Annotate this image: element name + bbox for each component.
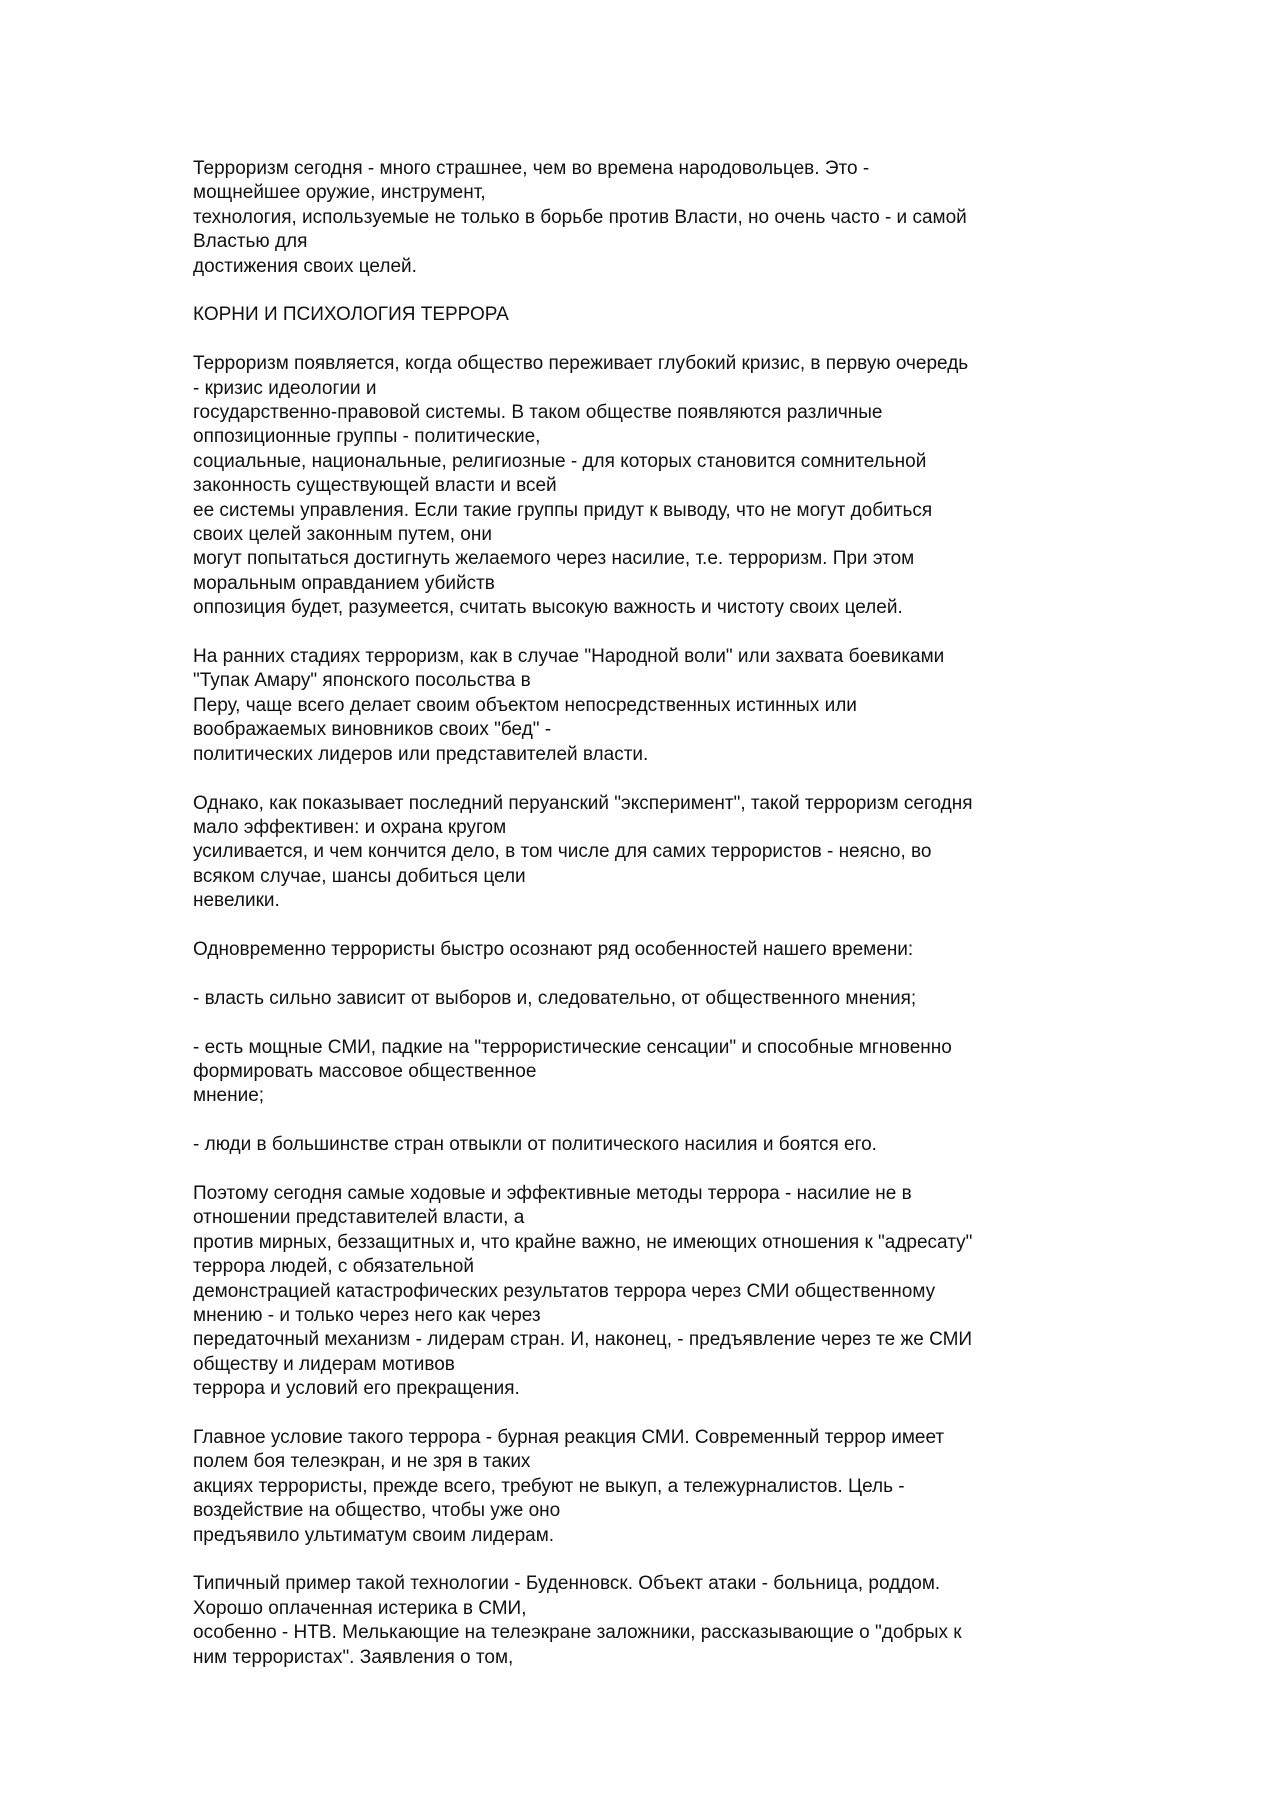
text-line: воображаемых виновников своих "бед" -: [193, 719, 552, 741]
text-line: мощнейшее оружие, инструмент,: [193, 182, 486, 204]
document-page: [193, 157, 1093, 1694]
text-line: - есть мощные СМИ, падкие на "террористические сенсации" и способные мгновенно: [193, 1036, 952, 1058]
text-line: отношении представителей власти, а: [193, 1207, 525, 1229]
paragraph: [193, 352, 1093, 620]
text-line: - кризис идеологии и: [193, 377, 377, 399]
text-line: государственно-правовой системы. В таком обществе появляются различные: [193, 402, 883, 424]
text-line: - власть сильно зависит от выборов и, следовательно, от общественного мнения;: [193, 987, 917, 1009]
text-line: Терроризм сегодня - много страшнее, чем во времена народовольцев. Это -: [193, 158, 870, 179]
text-line: Типичный пример такой технологии - Буденновск. Объект атаки - больница, роддом.: [193, 1573, 941, 1595]
paragraph: [193, 938, 1093, 962]
section-heading: [193, 303, 1093, 327]
paragraph: [193, 157, 1093, 279]
text-line: воздействие на общество, чтобы уже оно: [193, 1500, 561, 1522]
paragraph: [193, 987, 1093, 1011]
text-line: усиливается, и чем кончится дело, в том числе для самих террористов - неясно, во: [193, 841, 932, 863]
text-line: КОРНИ И ПСИХОЛОГИЯ ТЕРРОРА: [193, 304, 509, 326]
text-line: демонстрацией катастрофических результатов террора через СМИ общественному: [193, 1280, 936, 1302]
text-line: законность существующей власти и всей: [193, 475, 557, 497]
text-line: формировать массовое общественное: [193, 1060, 537, 1082]
paragraph: [193, 645, 1093, 767]
text-line: оппозиционные группы - политические,: [193, 426, 541, 448]
text-line: Одновременно террористы быстро осознают ряд особенностей нашего времени:: [193, 938, 914, 960]
text-line: Хорошо оплаченная истерика в СМИ,: [193, 1597, 527, 1619]
paragraph: [193, 1426, 1093, 1548]
text-line: всяком случае, шансы добиться цели: [193, 865, 526, 887]
text-line: невелики.: [193, 890, 280, 912]
text-line: полем боя телеэкран, и не зря в таких: [193, 1451, 531, 1473]
text-line: - люди в большинстве стран отвыкли от политического насилия и боятся его.: [193, 1134, 877, 1156]
text-line: передаточный механизм - лидерам стран. И, наконец, - предъявление через те же СМИ: [193, 1329, 973, 1351]
paragraph: [193, 792, 1093, 914]
text-line: своих целей законным путем, они: [193, 524, 492, 546]
paragraph: [193, 1133, 1093, 1157]
text-line: ее системы управления. Если такие группы придут к выводу, что не могут добиться: [193, 499, 933, 521]
text-line: На ранних стадиях терроризм, как в случае "Народной воли" или захвата боевиками: [193, 646, 945, 668]
text-line: особенно - НТВ. Мелькающие на телеэкране заложники, рассказывающие о "добрых к: [193, 1622, 962, 1644]
text-line: мнение;: [193, 1085, 265, 1107]
text-line: предъявило ультиматум своим лидерам.: [193, 1524, 555, 1546]
text-line: социальные, национальные, религиозные - для которых становится сомнительной: [193, 450, 927, 472]
text-line: моральным оправданием убийств: [193, 572, 495, 594]
text-line: могут попытаться достигнуть желаемого через насилие, т.е. терроризм. При этом: [193, 548, 915, 570]
text-line: оппозиция будет, разумеется, считать высокую важность и чистоту своих целей.: [193, 597, 903, 619]
text-line: Главное условие такого террора - бурная реакция СМИ. Современный террор имеет: [193, 1426, 945, 1448]
text-line: акциях террористы, прежде всего, требуют не выкуп, а тележурналистов. Цель -: [193, 1475, 905, 1497]
text-line: политических лидеров или представителей власти.: [193, 743, 649, 765]
text-line: мнению - и только через него как через: [193, 1304, 541, 1326]
text-line: мало эффективен: и охрана кругом: [193, 816, 507, 838]
text-line: технология, используемые не только в борьбе против Власти, но очень часто - и самой: [193, 206, 967, 228]
text-line: Однако, как показывает последний перуанский "эксперимент", такой терроризм сегодня: [193, 792, 973, 814]
paragraph: [193, 1182, 1093, 1402]
text-line: ним террористах". Заявления о том,: [193, 1646, 514, 1668]
paragraph: [193, 1572, 1093, 1670]
text-line: "Тупак Амару" японского посольства в: [193, 670, 531, 692]
text-line: против мирных, беззащитных и, что крайне важно, не имеющих отношения к "адресату": [193, 1231, 973, 1253]
text-line: достижения своих целей.: [193, 255, 417, 277]
text-line: террора и условий его прекращения.: [193, 1378, 520, 1400]
text-line: Властью для: [193, 231, 308, 253]
text-line: обществу и лидерам мотивов: [193, 1353, 455, 1375]
text-line: террора людей, с обязательной: [193, 1256, 474, 1278]
text-line: Терроризм появляется, когда общество переживает глубокий кризис, в первую очередь: [193, 353, 969, 375]
text-line: Перу, чаще всего делает своим объектом непосредственных истинных или: [193, 694, 857, 716]
text-line: Поэтому сегодня самые ходовые и эффективные методы террора - насилие не в: [193, 1182, 912, 1204]
paragraph: [193, 1036, 1093, 1109]
